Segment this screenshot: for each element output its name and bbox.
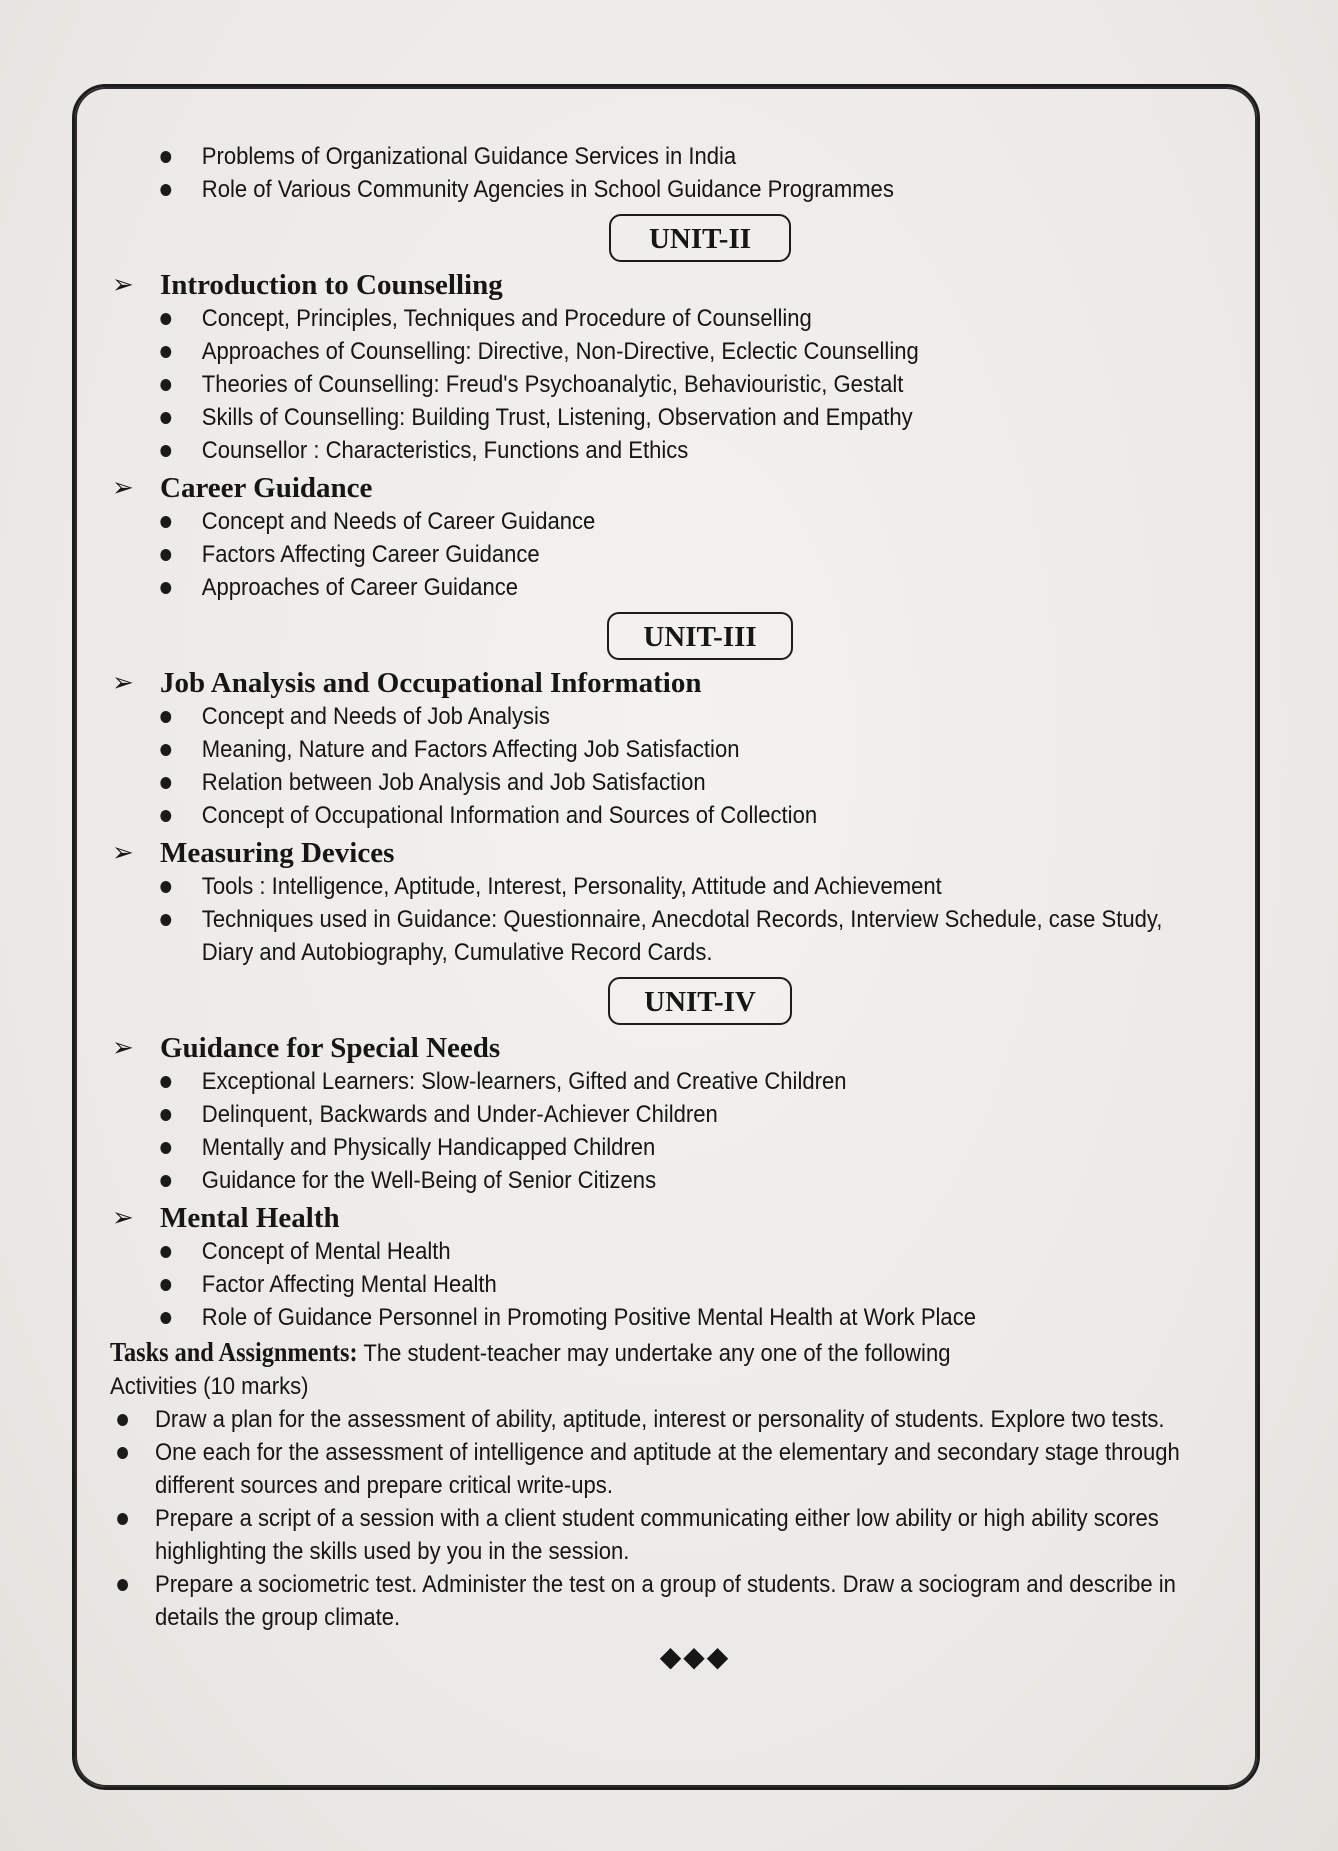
bullet-icon [160,1076,171,1088]
bullet-icon [117,1513,128,1525]
tasks-intro: The student-teacher may undertake any one of the following [363,1340,951,1367]
bullet-icon [160,1246,171,1258]
bullet-icon [160,914,171,926]
unit-2-header [110,214,1230,262]
arrow-bullet-icon: ➢ [112,1033,134,1063]
list-item: Concept of Occupational Information and Sources of Collection [110,799,1118,832]
bullet-icon [160,881,171,893]
bullet-icon [160,744,171,756]
section-heading: ➢ Introduction to Counselling [112,269,503,301]
arrow-bullet-icon: ➢ [112,668,134,698]
bullet-icon [160,777,171,789]
list-item: Techniques used in Guidance: Questionnaire, Anecdotal Records, Interview Schedule, case Study, [110,903,1118,936]
list-item: Concept and Needs of Career Guidance [110,505,1118,538]
unit-4-header [110,977,1230,1025]
section-items [110,1065,1230,1197]
bullet-icon [160,516,171,528]
unit-3-header [110,612,1230,660]
arrow-bullet-icon: ➢ [112,838,134,868]
tasks-title: Tasks and Assignments: [110,1337,358,1367]
list-item: Factors Affecting Career Guidance [110,538,1118,571]
bullet-icon [160,379,171,391]
bullet-icon [160,151,171,163]
list-item: Counsellor : Characteristics, Functions and Ethics [110,434,1118,467]
list-item: Guidance for the Well-Being of Senior Citizens [110,1164,1118,1197]
section-heading: ➢ Mental Health [112,1202,340,1234]
task-list [110,1403,1230,1634]
list-item: Factor Affecting Mental Health [110,1268,1118,1301]
bullet-icon [160,1312,171,1324]
list-item: Skills of Counselling: Building Trust, Listening, Observation and Empathy [110,401,1118,434]
top-items-list [110,140,1230,206]
syllabus-content [110,140,1230,1673]
bullet-icon [117,1579,128,1591]
arrow-bullet-icon: ➢ [112,473,134,503]
section-items [110,1235,1230,1334]
section-heading: ➢ Job Analysis and Occupational Information [112,667,702,699]
bullet-icon [160,346,171,358]
list-item: Meaning, Nature and Factors Affecting Job Satisfaction [110,733,1118,766]
list-item: Relation between Job Analysis and Job Satisfaction [110,766,1118,799]
list-item: Role of Guidance Personnel in Promoting Positive Mental Health at Work Place [110,1301,1118,1334]
activities-label: Activities (10 marks) [110,1373,309,1400]
section-heading: ➢ Guidance for Special Needs [112,1032,501,1064]
list-item: Mentally and Physically Handicapped Children [110,1131,1118,1164]
list-item: Concept and Needs of Job Analysis [110,700,1118,733]
section-heading: ➢ Measuring Devices [112,837,395,869]
arrow-bullet-icon: ➢ [112,270,134,300]
bullet-icon [160,711,171,723]
list-item: Theories of Counselling: Freud's Psychoanalytic, Behaviouristic, Gestalt [110,368,1118,401]
task-item: One each for the assessment of intelligence and aptitude at the elementary and secondary stage through different sources and prepare critical write-ups. [110,1436,1244,1502]
list-item: Approaches of Career Guidance [110,571,1118,604]
bullet-icon [160,1279,171,1291]
end-mark-diamonds: ◆◆◆ [659,1641,731,1672]
section-items [110,870,1230,969]
list-item: Role of Various Community Agencies in School Guidance Programmes [110,173,1118,206]
list-item: Tools : Intelligence, Aptitude, Interest, Personality, Attitude and Achievement [110,870,1118,903]
bullet-icon [160,1175,171,1187]
unit-label: UNIT-II [609,214,791,262]
arrow-bullet-icon: ➢ [112,1203,134,1233]
bullet-icon [160,1142,171,1154]
list-item: Exceptional Learners: Slow-learners, Gifted and Creative Children [110,1065,1118,1098]
section-heading: ➢ Career Guidance [112,472,373,504]
list-item: Concept, Principles, Techniques and Procedure of Counselling [110,302,1118,335]
list-item-continuation: Diary and Autobiography, Cumulative Record Cards. [201,939,713,966]
bullet-icon [160,184,171,196]
tasks-heading-line [110,1336,1118,1370]
list-item: Approaches of Counselling: Directive, Non-Directive, Eclectic Counselling [110,335,1118,368]
unit-label: UNIT-III [607,612,792,660]
tasks-section [110,1336,1230,1673]
unit-label: UNIT-IV [608,977,792,1025]
task-item: Prepare a sociometric test. Administer the test on a group of students. Draw a sociogram and describe in details the group climate. [110,1568,1244,1634]
bullet-icon [160,412,171,424]
section-items [110,505,1230,604]
bullet-icon [117,1414,128,1426]
section-items [110,700,1230,832]
bullet-icon [117,1447,128,1459]
section-items [110,302,1230,467]
list-item: Concept of Mental Health [110,1235,1118,1268]
bullet-icon [160,549,171,561]
task-item: Prepare a script of a session with a client student communicating either low ability or high ability scores highlighting the skills used by you in the session. [110,1502,1244,1568]
bullet-icon [160,810,171,822]
list-item: Problems of Organizational Guidance Services in India [110,140,1118,173]
task-item: Draw a plan for the assessment of ability, aptitude, interest or personality of students. Explore two tests. [110,1403,1244,1436]
list-item: Delinquent, Backwards and Under-Achiever Children [110,1098,1118,1131]
bullet-icon [160,582,171,594]
bullet-icon [160,313,171,325]
bullet-icon [160,1109,171,1121]
bullet-icon [160,445,171,457]
